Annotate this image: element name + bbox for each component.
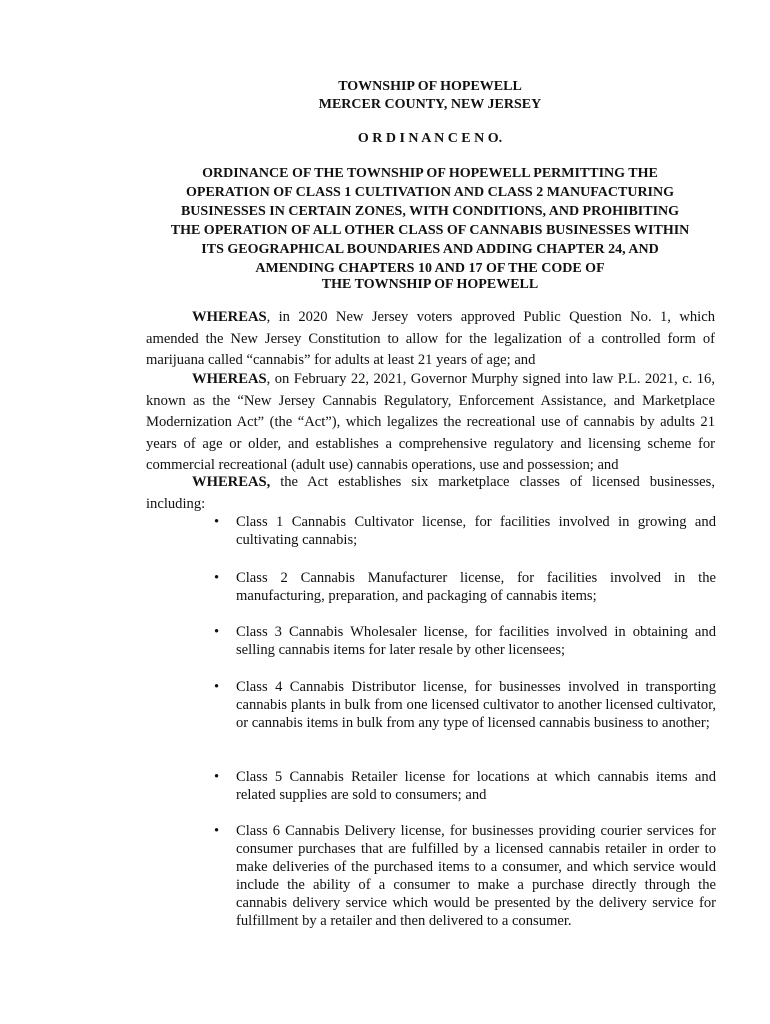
title-line: THE TOWNSHIP OF HOPEWELL (321, 277, 539, 292)
title-line: THE OPERATION OF ALL OTHER CLASS OF CANNABIS BUSINESSES WITHIN (170, 223, 690, 238)
list-item (214, 623, 716, 659)
township-heading: TOWNSHIP OF HOPEWELL (338, 79, 522, 94)
whereas-paragraph-3 (146, 472, 715, 515)
list-item (214, 513, 716, 549)
list-item (214, 678, 716, 732)
bullet-icon: • (214, 679, 220, 695)
list-item-text: Class 4 Cannabis Distributor license, for businesses involved in transporting cannabis plants in bulk from one licensed cultivator to another licensed cultivator, or cannabis items in bulk from any type of licensed cannabis business to another; (236, 679, 716, 731)
list-item (214, 768, 716, 804)
list-item (214, 822, 716, 930)
bullet-icon: • (214, 823, 220, 839)
list-item-text: Class 3 Cannabis Wholesaler license, for facilities involved in obtaining and selling cannabis items for later resale by other licensees; (236, 624, 716, 658)
whereas-lead: WHEREAS (192, 309, 267, 325)
whereas-paragraph-1 (146, 307, 715, 372)
list-item-text: Class 1 Cannabis Cultivator license, for facilities involved in growing and cultivating cannabis; (236, 514, 716, 548)
title-line: AMENDING CHAPTERS 10 AND 17 OF THE CODE OF (255, 261, 605, 276)
title-line: ITS GEOGRAPHICAL BOUNDARIES AND ADDING CHAPTER 24, AND (201, 242, 659, 257)
title-line: BUSINESSES IN CERTAIN ZONES, WITH CONDITIONS, AND PROHIBITING (180, 204, 680, 219)
title-line: OPERATION OF CLASS 1 CULTIVATION AND CLASS 2 MANUFACTURING (186, 185, 674, 200)
paragraph-text: , in 2020 New Jersey voters approved Public Question No. 1, which amended the New Jersey Constitution to allow for the legalization of a controlled form of marijuana called “cannabis” for adults at least 21 years of age; and (146, 309, 715, 368)
title-line: ORDINANCE OF THE TOWNSHIP OF HOPEWELL PERMITTING THE (202, 166, 658, 181)
bullet-icon: • (214, 570, 220, 586)
paragraph-text: , on February 22, 2021, Governor Murphy signed into law P.L. 2021, c. 16, known as the “New Jersey Cannabis Regulatory, Enforcement Assistance, and Marketplace Modernization Act” (the “Act”), which legalizes the recreational use of cannabis by adults 21 years of age or older, and establishes a comprehensive regulatory and licensing scheme for commercial recreational (adult use) cannabis operations, use and possession; and (146, 371, 715, 473)
list-item-text: Class 2 Cannabis Manufacturer license, for facilities involved in the manufacturing, preparation, and packaging of cannabis items; (236, 570, 716, 604)
list-item-text: Class 6 Cannabis Delivery license, for businesses providing courier services for consumer purchases that are fulfilled by a licensed cannabis retailer in order to make deliveries of the purchased items to a consumer, and which service would include the ability of a consumer to make a purchase directly through the cannabis delivery service which would be presented by the delivery service for fulfillment by a retailer and then delivered to a consumer. (236, 823, 716, 929)
paragraph-text: the Act establishes six marketplace classes of licensed businesses, including: (146, 474, 715, 512)
ordinance-number: O R D I N A N C E N O. (357, 131, 503, 146)
bullet-icon: • (214, 624, 220, 640)
list-item-text: Class 5 Cannabis Retailer license for locations at which cannabis items and related supplies are sold to consumers; and (236, 769, 716, 803)
whereas-paragraph-2 (146, 369, 715, 477)
bullet-icon: • (214, 769, 220, 785)
whereas-lead: WHEREAS, (192, 474, 271, 490)
whereas-lead: WHEREAS (192, 371, 267, 387)
county-heading: MERCER COUNTY, NEW JERSEY (318, 97, 542, 112)
bullet-icon: • (214, 514, 220, 530)
list-item (214, 569, 716, 605)
